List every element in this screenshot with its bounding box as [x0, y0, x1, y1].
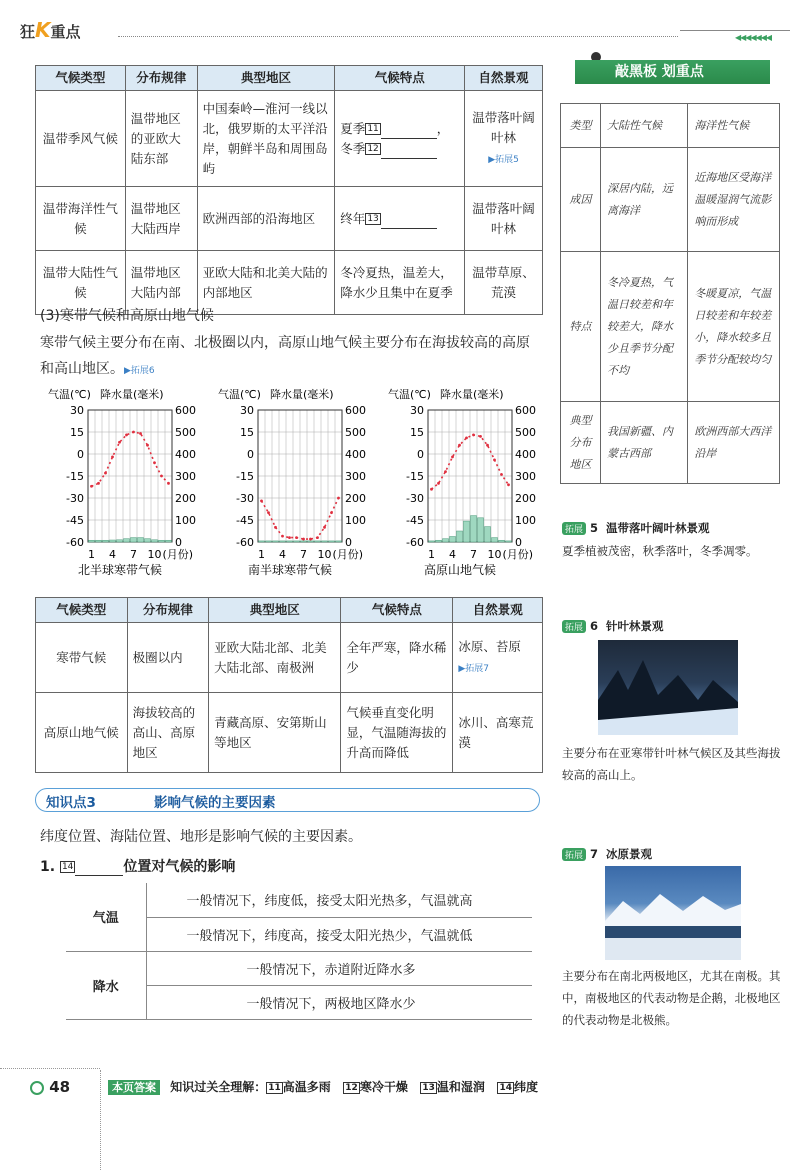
sidebar-table: [560, 103, 780, 484]
temperature-point: [132, 431, 135, 434]
blank-line: [381, 215, 437, 229]
y2-tick-label: 500: [345, 426, 366, 439]
x-tick-label: 1: [258, 548, 265, 561]
temp-b: 一般情况下，纬度高，接受太阳光热少，气温就低: [146, 917, 532, 951]
prec-b: 一般情况下，两极地区降水少: [146, 985, 532, 1019]
temperature-point: [479, 435, 482, 438]
blank-12: 12: [367, 144, 379, 154]
logo-prefix: 狂: [20, 23, 36, 41]
cell-region: 亚欧大陆和北美大陆的内部地区: [197, 251, 335, 315]
expansion-5-text: 夏季植被茂密，秋季落叶，冬季凋零。: [562, 544, 758, 558]
y2-axis-label: 降水量(毫米): [100, 388, 164, 401]
expansion-7-text: 主要分布在南北两极地区，尤其在南极。其中，南极地区的代表动物是企鹅，北极地区的代表动物是北极熊。: [562, 969, 781, 1027]
cell-dist: 温带地区大陆西岸: [125, 187, 197, 251]
climate-charts: [40, 385, 540, 590]
temperature-point: [493, 458, 496, 461]
cell-type: 温带大陆性气候: [36, 251, 126, 315]
th-region: 典型地区: [209, 598, 341, 623]
y2-tick-label: 600: [175, 404, 196, 417]
y-tick-label: 0: [77, 448, 84, 461]
th-scene: 自然景观: [465, 66, 543, 91]
temperature-point: [281, 535, 284, 538]
temperature-point: [295, 536, 298, 539]
knowledge-point-3-banner: [35, 788, 540, 812]
sidebar-head: 成因: [561, 148, 601, 252]
cell-dist: 海拔较高的高山、高原地区: [127, 693, 208, 773]
temperature-point: [118, 441, 121, 444]
y2-tick-label: 300: [175, 470, 196, 483]
temperature-point: [458, 444, 461, 447]
y-tick-label: 30: [240, 404, 254, 417]
precip-bar: [273, 541, 279, 542]
cell-scene: 温带落叶阔叶林 ▶拓展5: [465, 91, 543, 187]
temperature-point: [472, 434, 475, 437]
y2-tick-label: 500: [515, 426, 536, 439]
y2-tick-label: 600: [345, 404, 366, 417]
precip-bar: [166, 540, 172, 542]
y-tick-label: -15: [66, 470, 84, 483]
precip-bar: [429, 541, 435, 542]
chart-title: 北半球寒带气候: [77, 563, 163, 577]
section3-paragraph: 寒带气候主要分布在南、北极圈以内，高原山地气候主要分布在海拔较高的高原和高山地区。▶拓展6: [40, 335, 530, 377]
header-dotted-line: [118, 36, 678, 37]
precip-bar: [266, 541, 272, 542]
y2-tick-label: 100: [175, 514, 196, 527]
y-tick-label: 15: [240, 426, 254, 439]
cell-feature: 全年严寒，降水稀少: [341, 623, 453, 693]
precip-bar: [457, 531, 463, 542]
precip-bar: [506, 541, 512, 542]
temperature-point: [153, 461, 156, 464]
cell-scene: 冰原、苔原 ▶拓展7: [453, 623, 543, 693]
temperature-point: [451, 456, 454, 459]
y-tick-label: -15: [406, 470, 424, 483]
precip-bar: [329, 541, 335, 542]
sidebar-a: 我国新疆、内蒙古西部: [601, 402, 688, 484]
y2-tick-label: 400: [345, 448, 366, 461]
blank-14: 14: [61, 862, 74, 872]
expansion-6-label: 拓展 6 针叶林景观: [562, 618, 664, 634]
precip-bar: [315, 541, 321, 542]
temperature-point: [500, 473, 503, 476]
x-axis-label: (月份): [332, 548, 364, 561]
y-tick-label: 0: [417, 448, 424, 461]
cell-scene: 冰川、高寒荒漠: [453, 693, 543, 773]
cell-feature: 气候垂直变化明显，气温随海拔的升高而降低: [341, 693, 453, 773]
precip-bar: [443, 539, 449, 542]
th-type: 气候类型: [36, 598, 128, 623]
x-axis-label: (月份): [502, 548, 534, 561]
precip-bar: [485, 527, 491, 542]
precip-bar: [471, 516, 477, 542]
y-tick-label: -60: [66, 536, 84, 549]
precip-bar: [450, 537, 456, 543]
temperature-point: [146, 444, 149, 447]
sidebar-b: 冬暖夏凉，气温日较差和年较差小，降水较多且季节分配较均匀: [688, 252, 780, 402]
x-axis-label: (月份): [162, 548, 194, 561]
temperature-point: [104, 472, 107, 475]
x-tick-label: 7: [130, 548, 137, 561]
y2-tick-label: 200: [345, 492, 366, 505]
y2-tick-label: 400: [515, 448, 536, 461]
precip-bar: [138, 538, 144, 542]
sidebar-b: 欧洲西部大西洋沿岸: [688, 402, 780, 484]
precip-bar: [294, 541, 300, 542]
y-tick-label: 0: [247, 448, 254, 461]
y2-tick-label: 100: [345, 514, 366, 527]
temperature-point: [330, 511, 333, 514]
cell-region: 亚欧大陆北部、北美大陆北部、南极洲: [209, 623, 341, 693]
y2-tick-label: 200: [515, 492, 536, 505]
th-dist: 分布规律: [127, 598, 208, 623]
precip-bar: [96, 540, 102, 542]
y-tick-label: 15: [410, 426, 424, 439]
temperature-point: [267, 511, 270, 514]
precip-bar: [152, 540, 158, 542]
footer-dotted-line: [0, 1068, 100, 1069]
y-tick-label: -45: [406, 514, 424, 527]
x-tick-label: 1: [88, 548, 95, 561]
cell-feature: 冬冷夏热，温差大，降水少且集中在夏季: [335, 251, 465, 315]
precip-bar: [259, 541, 265, 542]
y-tick-label: -45: [66, 514, 84, 527]
precip-bar: [301, 541, 307, 542]
precip-bar: [124, 539, 130, 542]
temperature-point: [507, 483, 510, 486]
logo-suffix: 重点: [50, 23, 81, 41]
precip-bar: [464, 521, 470, 542]
expand-badge-icon: 拓展: [562, 522, 586, 535]
section-title: 影响气候的主要因素: [154, 795, 276, 811]
x-tick-label: 1: [428, 548, 435, 561]
x-tick-label: 10: [487, 548, 502, 561]
y-tick-label: -30: [236, 492, 254, 505]
precip-bar: [159, 540, 165, 542]
section3-heading: (3)寒带气候和高原山地气候: [40, 308, 214, 324]
precip-bar: [145, 539, 151, 542]
y2-tick-label: 200: [175, 492, 196, 505]
y2-tick-label: 500: [175, 426, 196, 439]
temperature-point: [288, 536, 291, 539]
expansion-7-label: 拓展 7 冰原景观: [562, 846, 652, 862]
sidebar-a: 深居内陆，远离海洋: [601, 148, 688, 252]
temperature-point: [160, 475, 163, 478]
y2-tick-label: 300: [515, 470, 536, 483]
cell-type: 温带季风气候: [36, 91, 126, 187]
precip-bar: [322, 541, 328, 542]
x-tick-label: 4: [279, 548, 286, 561]
temperature-point: [302, 538, 305, 541]
sidebar-b: 近海地区受海洋温暖湿润气流影响而形成: [688, 148, 780, 252]
precip-bar: [436, 540, 442, 542]
clock-icon: [30, 1081, 44, 1095]
temperature-point: [444, 470, 447, 473]
temperature-point: [125, 434, 128, 437]
sidebar-head: 类型: [561, 104, 601, 148]
th-feature: 气候特点: [341, 598, 453, 623]
y-tick-label: -30: [66, 492, 84, 505]
sidebar-title: 敲黑板 划重点: [575, 60, 770, 84]
th-type: 气候类型: [36, 66, 126, 91]
th-dist: 分布规律: [125, 66, 197, 91]
expand-tag-5[interactable]: ▶拓展5: [488, 154, 519, 165]
y2-axis-label: 降水量(毫米): [270, 388, 334, 401]
chart-title: 南半球寒带气候: [247, 563, 333, 577]
header-line: [680, 30, 790, 31]
prec-label: 降水: [66, 951, 146, 1019]
expansion-6-text: 主要分布在亚寒带针叶林气候区及其些海拔较高的高山上。: [562, 746, 781, 782]
y2-tick-label: 0: [515, 536, 522, 549]
y-axis-label: 气温(℃): [48, 388, 91, 401]
x-tick-label: 4: [449, 548, 456, 561]
blank-line: [75, 862, 123, 876]
temperature-point: [90, 485, 93, 488]
sidebar-head: 特点: [561, 252, 601, 402]
y-tick-label: 30: [410, 404, 424, 417]
precip-bar: [478, 518, 484, 542]
cell-scene: 温带草原、荒漠: [465, 251, 543, 315]
prec-a: 一般情况下，赤道附近降水多: [146, 951, 532, 985]
header-logo: [20, 18, 81, 42]
temperature-point: [337, 497, 340, 500]
precip-bar: [89, 540, 95, 542]
temperature-point: [486, 444, 489, 447]
cell-region: 欧洲西部的沿海地区: [197, 187, 335, 251]
cell-dist: 温带地区大陆内部: [125, 251, 197, 315]
expand-badge-icon: 拓展: [562, 848, 586, 861]
precip-bar: [492, 538, 498, 542]
cell-region: 青藏高原、安第斯山等地区: [209, 693, 341, 773]
cell-type: 高原山地气候: [36, 693, 128, 773]
y-axis-label: 气温(℃): [218, 388, 261, 401]
temp-label: 气温: [66, 883, 146, 951]
temperature-point: [97, 482, 100, 485]
sidebar-a: 大陆性气候: [601, 104, 688, 148]
expand-badge-icon: 拓展: [562, 620, 586, 633]
sidebar-b: 海洋性气候: [688, 104, 780, 148]
y-tick-label: -45: [236, 514, 254, 527]
temperature-point: [111, 456, 114, 459]
y-axis-label: 气温(℃): [388, 388, 431, 401]
cell-dist: 极圈以内: [127, 623, 208, 693]
factors-intro: 纬度位置、海陆位置、地形是影响气候的主要因素。: [40, 829, 362, 845]
temperature-point: [309, 538, 312, 541]
temperature-point: [430, 488, 433, 491]
y2-tick-label: 300: [345, 470, 366, 483]
header-arrows: ◀◀◀◀◀◀◀: [735, 33, 772, 42]
logo-k: K: [35, 18, 51, 42]
x-tick-label: 10: [147, 548, 162, 561]
x-tick-label: 7: [470, 548, 477, 561]
climate-table-2: [35, 597, 543, 773]
sidebar-head: 典型分布地区: [561, 402, 601, 484]
temperature-point: [437, 482, 440, 485]
y-tick-label: -60: [236, 536, 254, 549]
coniferous-forest-photo: [598, 640, 738, 735]
factors-question: 1. 14 位置对气候的影响: [40, 859, 236, 875]
precip-bar: [336, 541, 342, 542]
th-region: 典型地区: [197, 66, 335, 91]
cell-region: 中国秦岭—淮河一线以北，俄罗斯的太平洋沿岸，朝鲜半岛和周围岛屿: [197, 91, 335, 187]
precip-bar: [308, 541, 314, 542]
precip-bar: [117, 540, 123, 542]
blank-13: 13: [367, 214, 379, 224]
x-tick-label: 4: [109, 548, 116, 561]
y2-tick-label: 0: [175, 536, 182, 549]
blank-line: [381, 125, 437, 139]
cell-type: 温带海洋性气候: [36, 187, 126, 251]
th-scene: 自然景观: [453, 598, 543, 623]
factors-table: [66, 883, 532, 1020]
expand-tag-7[interactable]: ▶拓展7: [458, 663, 490, 674]
climate-table-1: [35, 65, 543, 315]
temperature-point: [274, 526, 277, 529]
cell-scene: 温带落叶阔叶林: [465, 187, 543, 251]
x-tick-label: 10: [317, 548, 332, 561]
cell-type: 寒带气候: [36, 623, 128, 693]
expansion-5-label: 拓展 5 温带落叶阔叶林景观: [562, 520, 710, 536]
y2-axis-label: 降水量(毫米): [440, 388, 504, 401]
th-feature: 气候特点: [335, 66, 465, 91]
precip-bar: [280, 541, 286, 542]
x-tick-label: 7: [300, 548, 307, 561]
chart-title: 高原山地气候: [423, 563, 497, 577]
y-tick-label: 15: [70, 426, 84, 439]
expand-tag-6[interactable]: ▶拓展6: [124, 366, 155, 376]
precip-bar: [103, 540, 109, 542]
y-tick-label: 30: [70, 404, 84, 417]
footer-answers: 本页答案 知识过关全理解： 11 高温多雨 12 寒冷干燥 13 温和湿润 14 纬度: [108, 1078, 538, 1095]
footer-vertical-dots: [100, 1070, 101, 1170]
cell-dist: 温带地区的亚欧大陆东部: [125, 91, 197, 187]
y-tick-label: -30: [406, 492, 424, 505]
y2-tick-label: 100: [515, 514, 536, 527]
y2-tick-label: 400: [175, 448, 196, 461]
blank-line: [381, 145, 437, 159]
page-number: 48: [30, 1078, 70, 1096]
temperature-point: [167, 482, 170, 485]
temperature-point: [260, 500, 263, 503]
sidebar-a: 冬冷夏热，气温日较差和年较差大，降水少且季节分配不均: [601, 252, 688, 402]
temperature-point: [323, 526, 326, 529]
blank-11: 11: [367, 124, 379, 134]
temperature-point: [139, 432, 142, 435]
temperature-point: [465, 436, 468, 439]
cell-feature: 夏季 11 ，冬季 12: [335, 91, 465, 187]
ice-field-photo: [605, 866, 741, 960]
precip-bar: [499, 540, 505, 542]
cell-feature: 终年 13: [335, 187, 465, 251]
temp-a: 一般情况下，纬度低，接受太阳光热多，气温就高: [146, 883, 532, 917]
y2-tick-label: 0: [345, 536, 352, 549]
answer-badge: 本页答案: [108, 1080, 160, 1095]
precip-bar: [131, 538, 137, 542]
y-tick-label: -15: [236, 470, 254, 483]
precip-bar: [110, 540, 116, 542]
y-tick-label: -60: [406, 536, 424, 549]
y2-tick-label: 600: [515, 404, 536, 417]
temperature-point: [316, 536, 319, 539]
section-label: 知识点3: [46, 795, 96, 811]
precip-bar: [287, 541, 293, 542]
